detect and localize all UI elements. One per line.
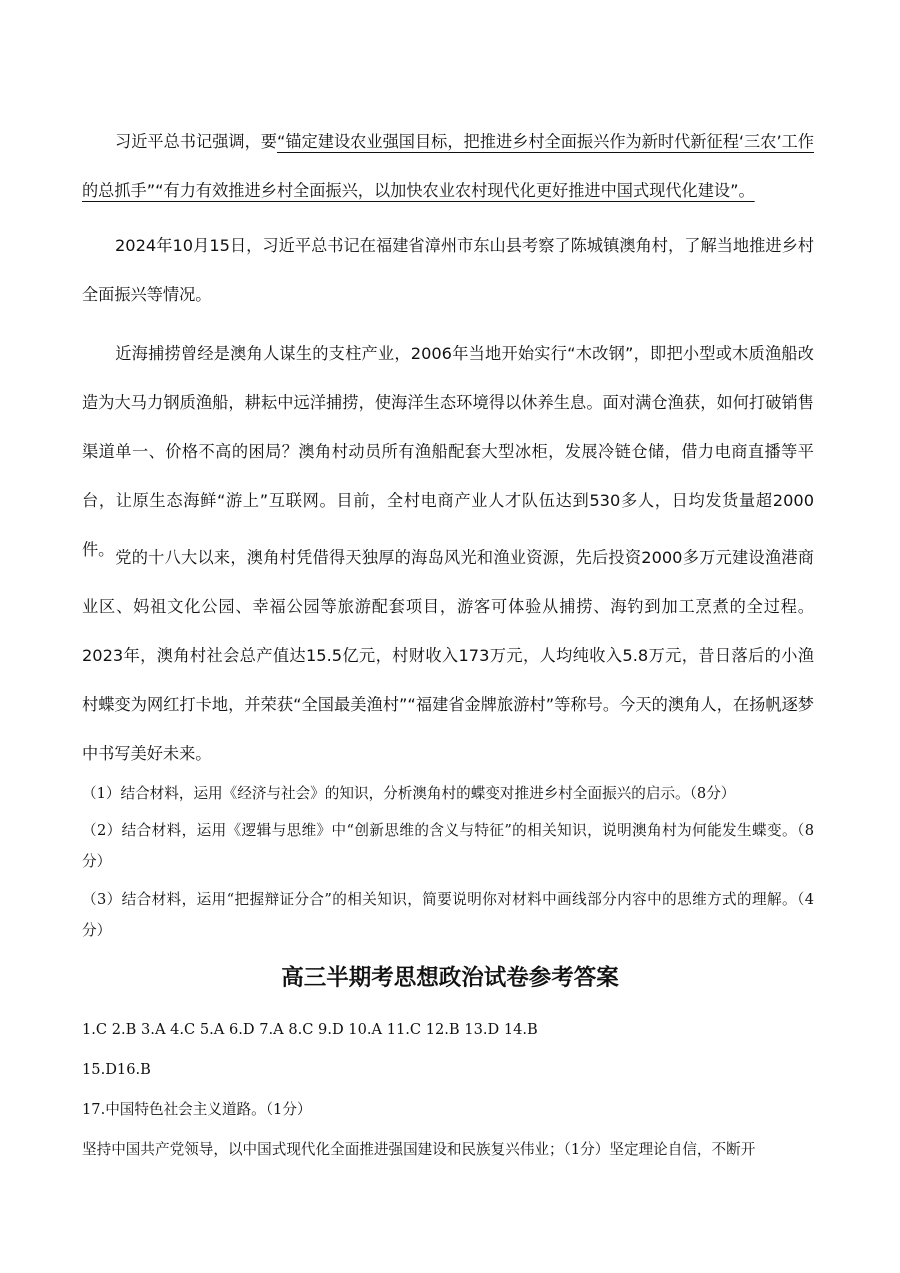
paragraph-2-text: 2024年10月15日，习近平总书记在福建省漳州市东山县考察了陈城镇澳角村，了解当地推进乡村全面振兴等情况。 [82, 236, 814, 304]
paragraph-3-text: 近海捕捞曾经是澳角人谋生的支柱产业，2006年当地开始实行“木改钢”，即把小型或木质渔船改造为大马力钢质渔船，耕耘中远洋捕捞，使海洋生态环境得以休养生息。面对满仓渔获，如何打破销售渠道单一、价格不高的困局？澳角村动员所有渔船配套大型冰柜，发展冷链仓储，借力电商直播等平台，让原生态海鲜“游上”互联网。目前，全村电商产业人才队伍达到530多人，日均发货量超2000件。 [82, 344, 814, 559]
answer-line-17-detail: 坚持中国共产党领导，以中国式现代化全面推进强国建设和民族复兴伟业；（1分）坚定理论自信，不断开 [82, 1141, 756, 1158]
paragraph-4-text: 党的十八大以来，澳角村凭借得天独厚的海岛风光和渔业资源，先后投资2000多万元建设渔港商业区、妈祖文化公园、幸福公园等旅游配套项目，游客可体验从捕捞、海钓到加工烹煮的全过程。2023年，澳角村社会总产值达15.5亿元，村财收入173万元，人均纯收入5.8万元，昔日落后的小渔村蝶变为网红打卡地，并荣获“全国最美渔村”“福建省金牌旅游村”等称号。今天的澳角人，在扬帆逐梦中书写美好未来。 [82, 548, 814, 763]
answer-line-17: 17.中国特色社会主义道路。（1分） [82, 1101, 312, 1118]
answer-line-choices-2: 15.D16.B [82, 1061, 151, 1078]
paragraph-1-lead: 习近平总书记强调，要 [115, 132, 277, 151]
material-paragraph-4 [82, 533, 814, 778]
answer-line-choices: 1.C 2.B 3.A 4.C 5.A 6.D 7.A 8.C 9.D 10.A 11.C 12.B 13.D 14.B [82, 1021, 538, 1038]
question-2: （2）结合材料，运用《逻辑与思维》中“创新思维的含义与特征”的相关知识，说明澳角村为何能发生蝶变。（8分） [82, 822, 814, 870]
answer-key-title: 高三半期考思想政治试卷参考答案 [281, 965, 619, 991]
question-1: （1）结合材料，运用《经济与社会》的知识，分析澳角村的蝶变对推进乡村全面振兴的启示。（8分） [82, 785, 736, 802]
material-paragraph-1 [82, 117, 814, 215]
underlined-quote: “锚定建设农业强国目标，把推进乡村全面振兴作为新时代新征程‘三农’工作的总抓手”“有力有效推进乡村全面振兴，以加快农业农村现代化更好推进中国式现代化建设”。 [82, 132, 814, 200]
question-3: （3）结合材料，运用“把握辩证分合”的相关知识，简要说明你对材料中画线部分内容中的思维方式的理解。（4分） [82, 891, 814, 939]
material-paragraph-2 [82, 221, 814, 319]
